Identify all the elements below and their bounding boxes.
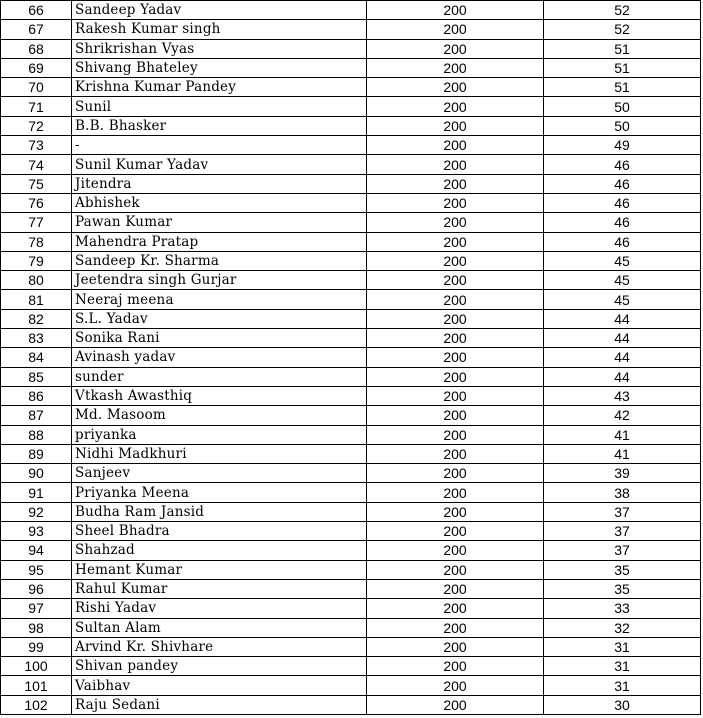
serial-number-cell: 96: [1, 579, 72, 598]
table-row: [1, 541, 701, 560]
max-marks-cell: 200: [367, 579, 544, 598]
max-marks-cell: 200: [367, 695, 544, 714]
table-row: [1, 58, 701, 77]
serial-number-cell: 76: [1, 193, 72, 212]
serial-number-cell: 102: [1, 695, 72, 714]
serial-number-cell: 100: [1, 657, 72, 676]
score-cell: 31: [544, 657, 701, 676]
candidate-name-cell: Abhishek: [72, 193, 367, 212]
score-cell: 44: [544, 348, 701, 367]
candidate-name-cell: Shivan pandey: [72, 657, 367, 676]
table-row: [1, 329, 701, 348]
table-row: [1, 232, 701, 251]
candidate-name-cell: Sunil Kumar Yadav: [72, 155, 367, 174]
candidate-name-cell: Md. Masoom: [72, 406, 367, 425]
candidate-name-cell: Rishi Yadav: [72, 599, 367, 618]
serial-number-cell: 92: [1, 502, 72, 521]
score-cell: 50: [544, 116, 701, 135]
candidate-name-cell: -: [72, 136, 367, 155]
serial-number-cell: 67: [1, 20, 72, 39]
table-row: [1, 367, 701, 386]
table-row: [1, 676, 701, 695]
candidate-name-cell: Sanjeev: [72, 464, 367, 483]
max-marks-cell: 200: [367, 502, 544, 521]
serial-number-cell: 85: [1, 367, 72, 386]
serial-number-cell: 70: [1, 78, 72, 97]
candidate-name-cell: Pawan Kumar: [72, 213, 367, 232]
score-cell: 51: [544, 39, 701, 58]
score-cell: 38: [544, 483, 701, 502]
max-marks-cell: 200: [367, 232, 544, 251]
table-row: [1, 155, 701, 174]
serial-number-cell: 87: [1, 406, 72, 425]
score-cell: 39: [544, 464, 701, 483]
max-marks-cell: 200: [367, 309, 544, 328]
table-row: [1, 695, 701, 714]
serial-number-cell: 98: [1, 618, 72, 637]
score-cell: 35: [544, 579, 701, 598]
candidate-name-cell: Budha Ram Jansid: [72, 502, 367, 521]
table-row: [1, 444, 701, 463]
max-marks-cell: 200: [367, 348, 544, 367]
table-row: [1, 116, 701, 135]
serial-number-cell: 99: [1, 637, 72, 656]
candidate-name-cell: Arvind Kr. Shivhare: [72, 637, 367, 656]
table-row: [1, 290, 701, 309]
table-row: [1, 637, 701, 656]
table-row: [1, 193, 701, 212]
score-cell: 45: [544, 290, 701, 309]
max-marks-cell: 200: [367, 618, 544, 637]
serial-number-cell: 72: [1, 116, 72, 135]
table-row: [1, 348, 701, 367]
table-row: [1, 599, 701, 618]
candidate-name-cell: Nidhi Madkhuri: [72, 444, 367, 463]
score-cell: 44: [544, 329, 701, 348]
score-cell: 52: [544, 20, 701, 39]
table-row: [1, 136, 701, 155]
serial-number-cell: 91: [1, 483, 72, 502]
serial-number-cell: 80: [1, 271, 72, 290]
score-cell: 46: [544, 232, 701, 251]
candidate-name-cell: Sandeep Yadav: [72, 1, 367, 20]
score-cell: 44: [544, 367, 701, 386]
serial-number-cell: 90: [1, 464, 72, 483]
max-marks-cell: 200: [367, 676, 544, 695]
results-table-body: [1, 1, 701, 715]
candidate-name-cell: Raju Sedani: [72, 695, 367, 714]
table-row: [1, 1, 701, 20]
candidate-name-cell: Sheel Bhadra: [72, 522, 367, 541]
score-cell: 50: [544, 97, 701, 116]
candidate-name-cell: Rahul Kumar: [72, 579, 367, 598]
candidate-name-cell: S.L. Yadav: [72, 309, 367, 328]
score-cell: 31: [544, 637, 701, 656]
score-cell: 37: [544, 522, 701, 541]
max-marks-cell: 200: [367, 116, 544, 135]
max-marks-cell: 200: [367, 522, 544, 541]
serial-number-cell: 81: [1, 290, 72, 309]
table-row: [1, 251, 701, 270]
score-cell: 37: [544, 502, 701, 521]
candidate-name-cell: Shrikrishan Vyas: [72, 39, 367, 58]
max-marks-cell: 200: [367, 483, 544, 502]
max-marks-cell: 200: [367, 39, 544, 58]
max-marks-cell: 200: [367, 657, 544, 676]
score-cell: 46: [544, 174, 701, 193]
max-marks-cell: 200: [367, 329, 544, 348]
serial-number-cell: 79: [1, 251, 72, 270]
candidate-name-cell: sunder: [72, 367, 367, 386]
serial-number-cell: 71: [1, 97, 72, 116]
score-cell: 37: [544, 541, 701, 560]
score-cell: 49: [544, 136, 701, 155]
table-row: [1, 406, 701, 425]
serial-number-cell: 74: [1, 155, 72, 174]
serial-number-cell: 78: [1, 232, 72, 251]
max-marks-cell: 200: [367, 58, 544, 77]
candidate-name-cell: Shahzad: [72, 541, 367, 560]
score-cell: 45: [544, 271, 701, 290]
table-row: [1, 309, 701, 328]
max-marks-cell: 200: [367, 213, 544, 232]
score-cell: 30: [544, 695, 701, 714]
candidate-name-cell: Neeraj meena: [72, 290, 367, 309]
serial-number-cell: 84: [1, 348, 72, 367]
score-cell: 45: [544, 251, 701, 270]
max-marks-cell: 200: [367, 78, 544, 97]
table-row: [1, 522, 701, 541]
max-marks-cell: 200: [367, 541, 544, 560]
serial-number-cell: 73: [1, 136, 72, 155]
score-cell: 32: [544, 618, 701, 637]
max-marks-cell: 200: [367, 637, 544, 656]
score-cell: 46: [544, 193, 701, 212]
score-cell: 51: [544, 78, 701, 97]
score-cell: 51: [544, 58, 701, 77]
table-row: [1, 657, 701, 676]
score-cell: 41: [544, 444, 701, 463]
score-cell: 44: [544, 309, 701, 328]
table-row: [1, 97, 701, 116]
score-cell: 46: [544, 155, 701, 174]
candidate-name-cell: Sultan Alam: [72, 618, 367, 637]
serial-number-cell: 97: [1, 599, 72, 618]
score-cell: 31: [544, 676, 701, 695]
candidate-name-cell: Hemant Kumar: [72, 560, 367, 579]
score-cell: 43: [544, 386, 701, 405]
candidate-name-cell: Mahendra Pratap: [72, 232, 367, 251]
score-cell: 35: [544, 560, 701, 579]
candidate-name-cell: B.B. Bhasker: [72, 116, 367, 135]
max-marks-cell: 200: [367, 193, 544, 212]
serial-number-cell: 89: [1, 444, 72, 463]
table-row: [1, 483, 701, 502]
max-marks-cell: 200: [367, 1, 544, 20]
max-marks-cell: 200: [367, 425, 544, 444]
candidate-name-cell: priyanka: [72, 425, 367, 444]
table-row: [1, 20, 701, 39]
serial-number-cell: 83: [1, 329, 72, 348]
serial-number-cell: 93: [1, 522, 72, 541]
max-marks-cell: 200: [367, 290, 544, 309]
serial-number-cell: 77: [1, 213, 72, 232]
serial-number-cell: 95: [1, 560, 72, 579]
table-row: [1, 78, 701, 97]
serial-number-cell: 86: [1, 386, 72, 405]
max-marks-cell: 200: [367, 406, 544, 425]
candidate-name-cell: Jitendra: [72, 174, 367, 193]
serial-number-cell: 88: [1, 425, 72, 444]
serial-number-cell: 68: [1, 39, 72, 58]
score-cell: 42: [544, 406, 701, 425]
candidate-name-cell: Vaibhav: [72, 676, 367, 695]
max-marks-cell: 200: [367, 271, 544, 290]
table-row: [1, 464, 701, 483]
table-row: [1, 560, 701, 579]
max-marks-cell: 200: [367, 20, 544, 39]
max-marks-cell: 200: [367, 367, 544, 386]
max-marks-cell: 200: [367, 155, 544, 174]
max-marks-cell: 200: [367, 386, 544, 405]
candidate-name-cell: Vtkash Awasthiq: [72, 386, 367, 405]
table-row: [1, 174, 701, 193]
max-marks-cell: 200: [367, 560, 544, 579]
candidate-name-cell: Shivang Bhateley: [72, 58, 367, 77]
serial-number-cell: 82: [1, 309, 72, 328]
candidate-name-cell: Jeetendra singh Gurjar: [72, 271, 367, 290]
max-marks-cell: 200: [367, 174, 544, 193]
score-cell: 52: [544, 1, 701, 20]
table-row: [1, 213, 701, 232]
serial-number-cell: 66: [1, 1, 72, 20]
candidate-name-cell: Sonika Rani: [72, 329, 367, 348]
max-marks-cell: 200: [367, 97, 544, 116]
candidate-name-cell: Sunil: [72, 97, 367, 116]
table-row: [1, 502, 701, 521]
table-row: [1, 386, 701, 405]
candidate-name-cell: Rakesh Kumar singh: [72, 20, 367, 39]
candidate-name-cell: Priyanka Meena: [72, 483, 367, 502]
serial-number-cell: 75: [1, 174, 72, 193]
table-row: [1, 425, 701, 444]
table-row: [1, 579, 701, 598]
max-marks-cell: 200: [367, 251, 544, 270]
table-row: [1, 271, 701, 290]
max-marks-cell: 200: [367, 444, 544, 463]
candidate-name-cell: Sandeep Kr. Sharma: [72, 251, 367, 270]
score-cell: 33: [544, 599, 701, 618]
score-cell: 46: [544, 213, 701, 232]
max-marks-cell: 200: [367, 464, 544, 483]
table-row: [1, 618, 701, 637]
max-marks-cell: 200: [367, 599, 544, 618]
table-row: [1, 39, 701, 58]
score-cell: 41: [544, 425, 701, 444]
candidate-name-cell: Avinash yadav: [72, 348, 367, 367]
serial-number-cell: 94: [1, 541, 72, 560]
serial-number-cell: 101: [1, 676, 72, 695]
candidate-name-cell: Krishna Kumar Pandey: [72, 78, 367, 97]
serial-number-cell: 69: [1, 58, 72, 77]
max-marks-cell: 200: [367, 136, 544, 155]
